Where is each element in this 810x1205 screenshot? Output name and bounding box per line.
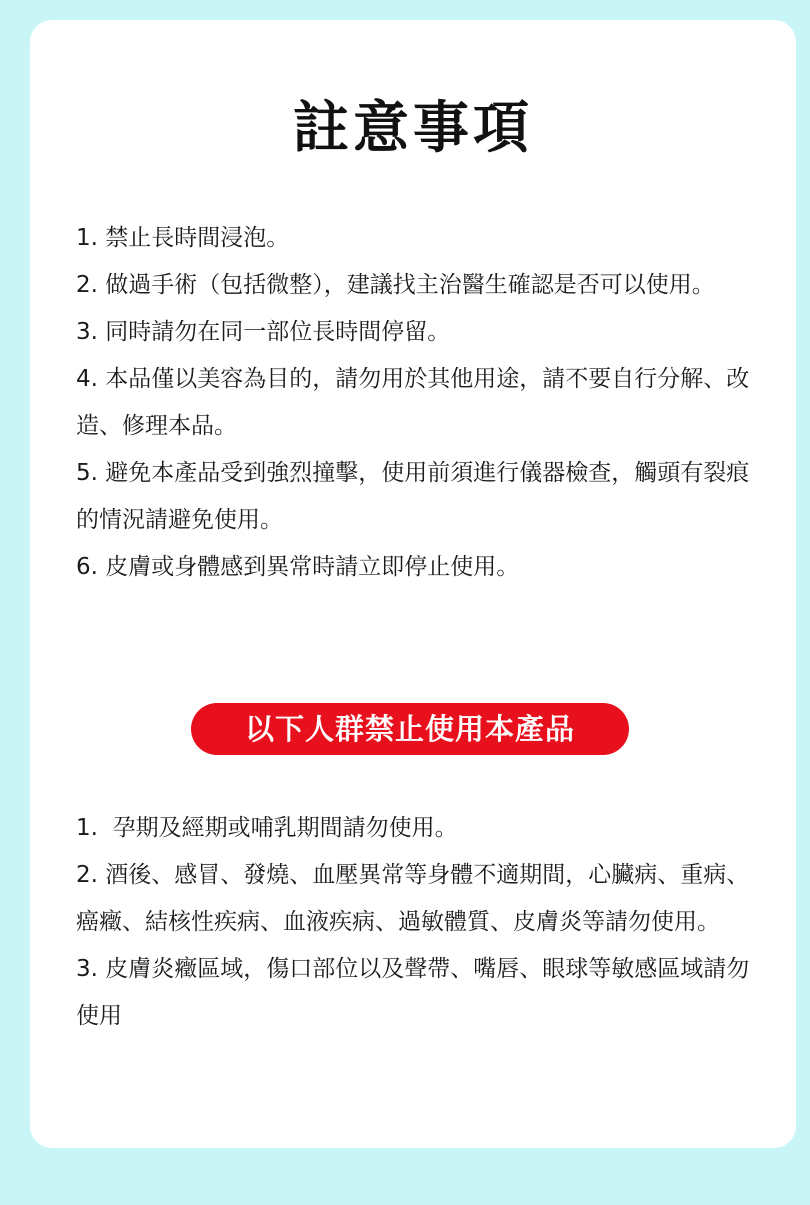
- list-item: [76, 852, 756, 946]
- prohibited-banner: 以下人群禁止使用本產品: [191, 703, 629, 755]
- item-text: 皮膚或身體感到異常時請立即停止使用。: [105, 554, 520, 580]
- item-text: 做過手術（包括微整），建議找主治醫生確認是否可以使用。: [105, 272, 715, 298]
- item-number: 1.: [76, 225, 98, 251]
- item-number: 1.: [76, 815, 98, 841]
- item-text: 避免本產品受到強烈撞擊，使用前須進行儀器檢查，觸頭有裂痕的情況請避免使用。: [76, 460, 750, 533]
- item-text: 酒後、感冒、發燒、血壓異常等身體不適期間，心臟病、重病、癌癥、結核性疾病、血液疾病、過敏體質、皮膚炎等請勿使用。: [76, 862, 750, 935]
- item-text: 禁止長時間浸泡。: [105, 225, 290, 251]
- item-number: 5.: [76, 460, 98, 486]
- item-text: 皮膚炎癥區域，傷口部位以及聲帶、嘴唇、眼球等敏感區域請勿使用: [76, 956, 750, 1029]
- list-item: [76, 215, 756, 262]
- list-item: [76, 356, 756, 450]
- prohibited-list: [76, 805, 756, 1040]
- notice-card: [30, 20, 796, 1148]
- item-number: 6.: [76, 554, 98, 580]
- item-number: 2.: [76, 862, 98, 888]
- item-number: 3.: [76, 319, 98, 345]
- list-item: [76, 946, 756, 1040]
- list-item: [76, 805, 756, 852]
- precautions-list: [76, 215, 756, 591]
- list-item: [76, 450, 756, 544]
- item-number: 4.: [76, 366, 98, 392]
- item-number: 2.: [76, 272, 98, 298]
- page-title: 註意事項: [293, 96, 533, 161]
- item-text: 本品僅以美容為目的，請勿用於其他用途，請不要自行分解、改造、修理本品。: [76, 366, 750, 439]
- item-number: 3.: [76, 956, 98, 982]
- item-text: 孕期及經期或哺乳期間請勿使用。: [112, 815, 458, 841]
- item-text: 同時請勿在同一部位長時間停留。: [105, 319, 451, 345]
- list-item: [76, 544, 756, 591]
- list-item: [76, 262, 756, 309]
- list-item: [76, 309, 756, 356]
